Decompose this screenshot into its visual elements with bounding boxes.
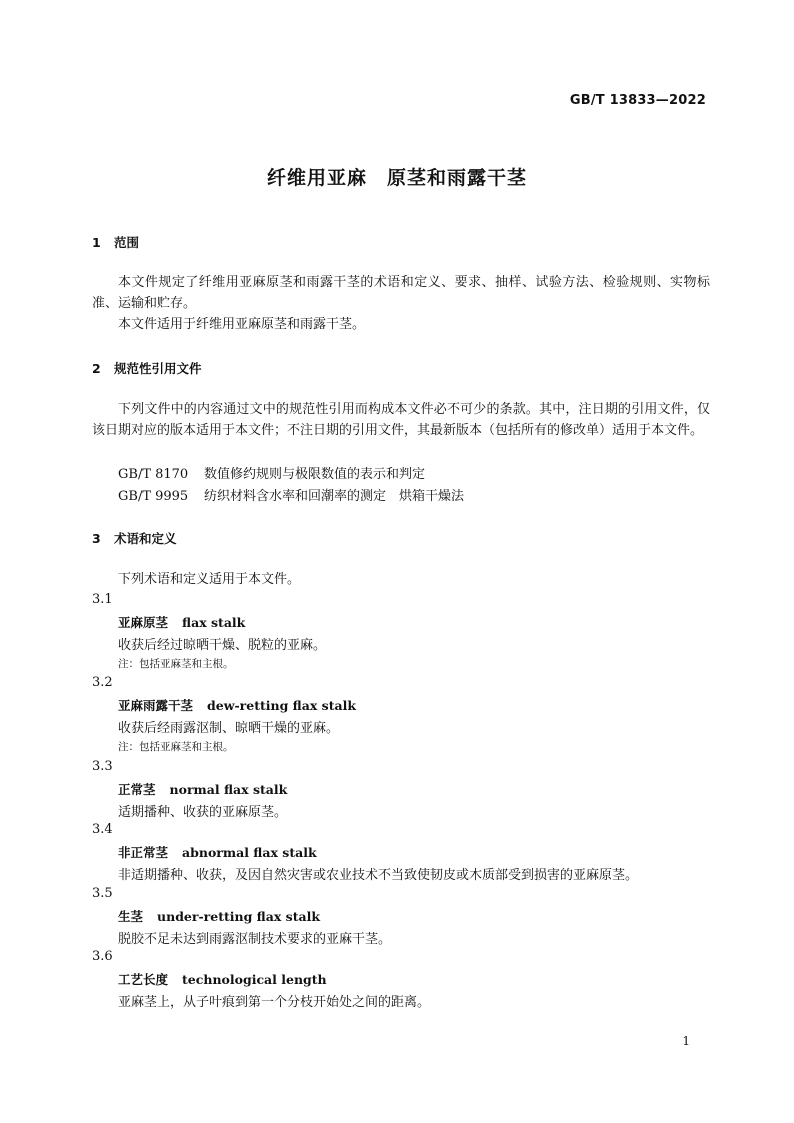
section-number: 2 xyxy=(92,361,101,376)
term-definition: 适期播种、收获的亚麻原茎。 xyxy=(118,805,288,820)
term-en: normal flax stalk xyxy=(169,782,288,797)
term-note: 注：包括亚麻茎和主根。 xyxy=(118,741,234,753)
term-heading xyxy=(118,696,356,714)
page-number: 1 xyxy=(682,1034,690,1048)
term-definition: 非适期播种、收获，及因自然灾害或农业技术不当致使韧皮或木质部受到损害的亚麻原茎。 xyxy=(118,868,639,883)
reference-item xyxy=(118,485,464,504)
term-definition: 亚麻茎上，从子叶痕到第一个分枝开始处之间的距离。 xyxy=(118,995,431,1010)
term-number: 3.1 xyxy=(92,592,113,607)
term-zh: 生茎 xyxy=(118,909,144,924)
term-heading xyxy=(118,780,287,798)
section-heading-scope xyxy=(92,233,139,251)
section-number: 3 xyxy=(92,531,101,546)
term-en: technological length xyxy=(182,972,327,987)
term-number: 3.5 xyxy=(92,886,113,901)
section-heading-normative-references xyxy=(92,359,202,377)
reference-title: 数值修约规则与极限数值的表示和判定 xyxy=(204,467,426,482)
term-zh: 正常茎 xyxy=(118,782,156,797)
term-note: 注：包括亚麻茎和主根。 xyxy=(118,658,234,670)
term-heading xyxy=(118,613,245,631)
paragraph: 下列术语和定义适用于本文件。 xyxy=(118,572,301,587)
paragraph: 下列文件中的内容通过文中的规范性引用而构成本文件必不可少的条款。其中，注日期的引用文件，仅该日期对应的版本适用于本文件；不注日期的引用文件，其最新版本（包括所有的修改单）适用于本文件。 xyxy=(92,402,710,438)
term-definition: 收获后经雨露沤制、晾晒干燥的亚麻。 xyxy=(118,721,340,736)
term-definition: 脱胶不足未达到雨露沤制技术要求的亚麻干茎。 xyxy=(118,932,392,947)
section-title: 术语和定义 xyxy=(114,531,177,546)
term-number: 3.3 xyxy=(92,759,113,774)
term-heading xyxy=(118,907,320,925)
term-zh: 亚麻原茎 xyxy=(118,615,169,630)
section-title: 范围 xyxy=(114,235,140,250)
term-definition: 收获后经过晾晒干燥、脱粒的亚麻。 xyxy=(118,638,327,653)
document-code: GB/T 13833—2022 xyxy=(569,93,706,108)
reference-code: GB/T 8170 xyxy=(118,467,189,482)
term-number: 3.2 xyxy=(92,675,113,690)
term-zh: 工艺长度 xyxy=(118,972,169,987)
term-number: 3.6 xyxy=(92,949,113,964)
term-heading xyxy=(118,970,327,988)
term-en: abnormal flax stalk xyxy=(182,845,317,860)
term-heading xyxy=(118,843,317,861)
term-zh: 非正常茎 xyxy=(118,845,169,860)
paragraph: 本文件适用于纤维用亚麻原茎和雨露干茎。 xyxy=(118,317,366,332)
term-zh: 亚麻雨露干茎 xyxy=(118,698,194,713)
section-number: 1 xyxy=(92,235,101,250)
term-number: 3.4 xyxy=(92,822,113,837)
section-title: 规范性引用文件 xyxy=(114,361,202,376)
term-en: dew-retting flax stalk xyxy=(207,698,356,713)
reference-title: 纺织材料含水率和回潮率的测定 烘箱干燥法 xyxy=(204,489,465,504)
reference-item xyxy=(118,463,425,482)
section-heading-terms xyxy=(92,529,177,547)
term-en: flax stalk xyxy=(182,615,246,630)
reference-code: GB/T 9995 xyxy=(118,489,189,504)
term-en: under-retting flax stalk xyxy=(157,909,320,924)
document-title: 纤维用亚麻 原茎和雨露干茎 xyxy=(266,167,527,189)
paragraph: 本文件规定了纤维用亚麻原茎和雨露干茎的术语和定义、要求、抽样、试验方法、检验规则、实物标准、运输和贮存。 xyxy=(92,275,710,311)
